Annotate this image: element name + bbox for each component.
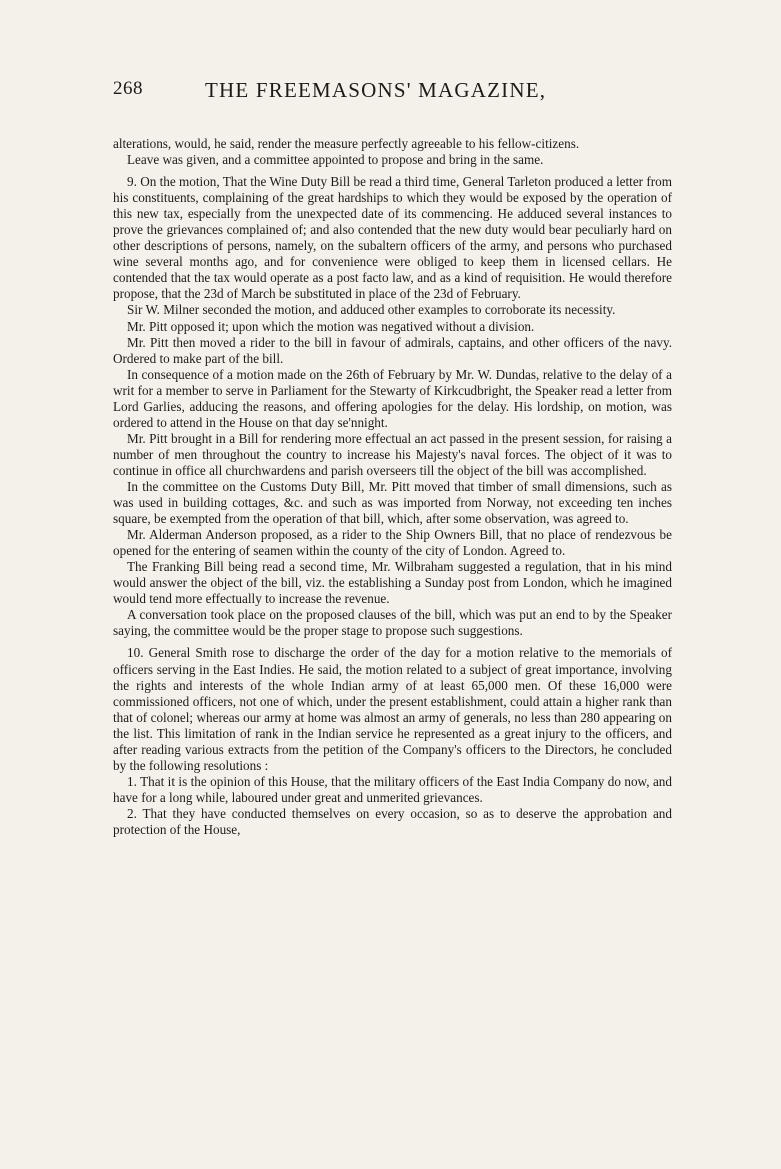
paragraph: alterations, would, he said, render the measure perfectly agreeable to his fellow-citizens. <box>113 136 580 151</box>
paragraph: Mr. Pitt then moved a rider to the bill in favour of admirals, captains, and other officers of the navy. Ordered to make part of the bill. <box>113 334 672 366</box>
paragraph: Leave was given, and a committee appointed to propose and bring in the same. <box>127 152 544 168</box>
page-number: 268 <box>113 78 143 99</box>
running-title: THE FREEMASONS' MAGAZINE, <box>205 78 547 102</box>
paragraph: 2. That they have conducted themselves on every occasion, so as to deserve the approbation and protection of the House, <box>113 805 672 837</box>
paragraph: A conversation took place on the proposed clauses of the bill, which was put an end to by the Speaker saying, the committee would be the proper stage to propose such suggestions. <box>113 607 672 639</box>
paragraph: 9. On the motion, That the Wine Duty Bill be read a third time, General Tarleton produced a letter from his constituents, complaining of the great hardships to which they would be exposed by the operation of this new tax, especially from the unexpected date of its commencing. He adduced several instances to prove the grievances complained of; and also contended that the new duty would bear peculiarly hard on other descriptions of persons, namely, on the subaltern officers of the army, and persons who purchased wine several months ago, and for convenience were obliged to keep them in licensed cellars. He contended that the tax would operate as a post facto law, and as a kind of requisition. He would therefore propose, that the 23d of March be substituted in place of the 23d of February. <box>113 174 672 302</box>
paragraph: 10. General Smith rose to discharge the order of the day for a motion relative to the memorials of officers serving in the East Indies. He said, the motion related to a subject of great importance, involving the rights and interests of the whole Indian army of at least 65,000 men. Of these 16,000 were commissioned officers, not one of which, under the present establishment, could attain a higher rank than that of colonel; whereas our army at home was almost an army of generals, no less than 280 appearing on the list. This limitation of rank in the Indian service he represented as a great injury to the officers, and after reading various extracts from the petition of the Company's officers to the Directors, he concluded by the following resolutions : <box>113 645 672 773</box>
body-text <box>113 136 672 838</box>
paragraph: Mr. Pitt opposed it; upon which the motion was negatived without a division. <box>127 318 535 334</box>
paragraph: 1. That it is the opinion of this House, that the military officers of the East India Company do now, and have for a long while, laboured under great and unmerited grievances. <box>113 773 672 805</box>
paragraph: In consequence of a motion made on the 26th of February by Mr. W. Dundas, relative to the delay of a writ for a member to serve in Parliament for the Stewarty of Kirkcudbright, the Speaker read a letter from Lord Garlies, adducing the reasons, and offering apologies for the delay. His lordship, on motion, was ordered to attend in the House on that day se'nnight. <box>113 366 672 430</box>
paragraph: Mr. Pitt brought in a Bill for rendering more effectual an act passed in the present session, for raising a number of men throughout the country to increase his Majesty's naval forces. The object of it was to continue in office all churchwardens and parish overseers till the object of the bill was accomplished. <box>113 430 672 478</box>
paragraph: In the committee on the Customs Duty Bill, Mr. Pitt moved that timber of small dimensions, such as was used in building cottages, &c. and such as was imported from Norway, not exceeding ten inches square, be exempted from the operation of that bill, which, after some observation, was agreed to. <box>113 478 672 527</box>
page-header <box>113 78 673 108</box>
paragraph: Mr. Alderman Anderson proposed, as a rider to the Ship Owners Bill, that no place of rendezvous be opened for the entering of seamen within the county of the city of London. Agreed to. <box>113 527 672 559</box>
paragraph: The Franking Bill being read a second time, Mr. Wilbraham suggested a regulation, that in his mind would answer the object of the bill, viz. the establishing a Sunday post from London, which he imagined would tend more effectually to increase the revenue. <box>113 559 672 607</box>
paragraph: Sir W. Milner seconded the motion, and adduced other examples to corroborate its necessity. <box>127 302 616 318</box>
